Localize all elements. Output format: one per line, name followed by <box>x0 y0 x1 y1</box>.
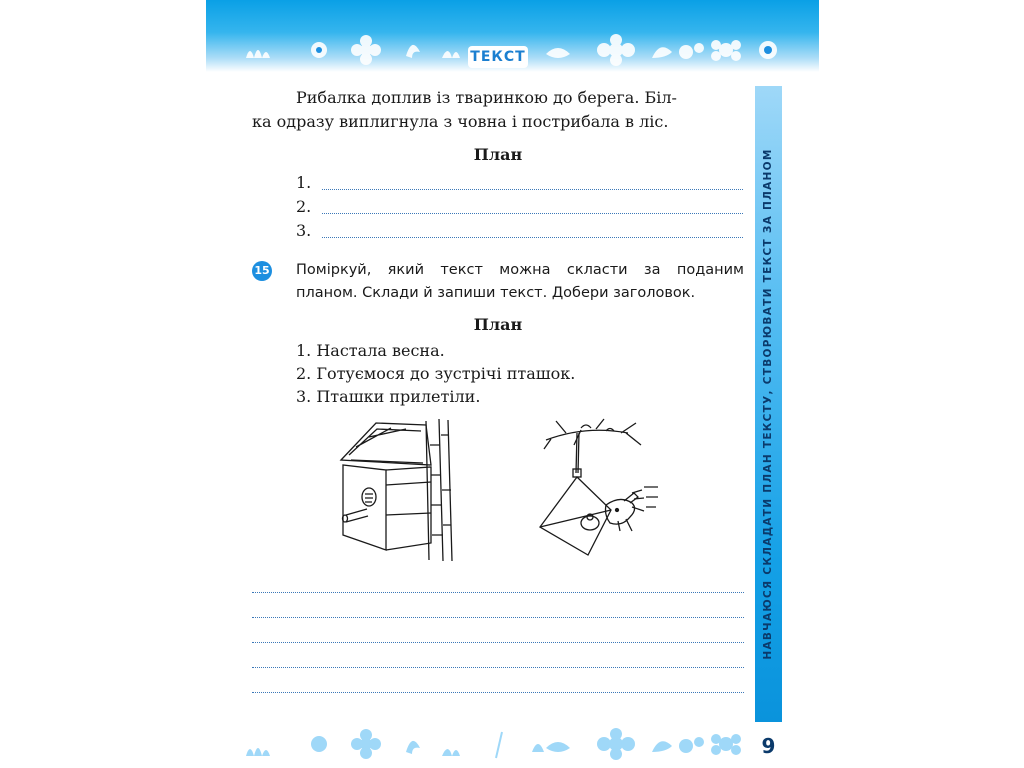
writing-line[interactable] <box>252 642 744 643</box>
section-label: ТЕКСТ <box>468 46 528 68</box>
writing-line[interactable] <box>252 592 744 593</box>
writing-line[interactable] <box>252 692 744 693</box>
task-number-badge: 15 <box>252 261 272 281</box>
plan-item-number: 1. <box>296 173 312 192</box>
plan-blank-row[interactable] <box>296 197 743 219</box>
writing-line[interactable] <box>322 213 743 214</box>
birdhouse-illustration <box>331 415 481 565</box>
plan-item: 3. Пташки прилетіли. <box>296 387 481 406</box>
task-instruction-line-1: Поміркуй, який текст можна скласти за поданим <box>296 262 744 278</box>
paragraph-line-2: ка одразу виплигнула з човна і пострибала в ліс. <box>252 112 669 131</box>
plan-heading: План <box>473 315 523 334</box>
task-instruction-line-2: планом. Склади й запиши текст. Добери заголовок. <box>296 285 696 301</box>
plan-item: 1. Настала весна. <box>296 341 445 360</box>
vertical-section-label: НАВЧАЮСЯ СКЛАДАТИ ПЛАН ТЕКСТУ, СТВОРЮВАТИ ТЕКСТ ЗА ПЛАНОМ <box>762 148 774 660</box>
workbook-page <box>206 0 819 768</box>
plan-item: 2. Готуємося до зустрічі пташок. <box>296 364 576 383</box>
plan-item-number: 3. <box>296 221 312 240</box>
plan-blank-row[interactable] <box>296 221 743 243</box>
writing-line[interactable] <box>252 617 744 618</box>
plan-heading: План <box>473 145 523 164</box>
side-band <box>755 86 782 722</box>
writing-line[interactable] <box>322 237 743 238</box>
writing-line[interactable] <box>252 667 744 668</box>
bird-feeder-illustration <box>526 415 666 560</box>
writing-line[interactable] <box>322 189 743 190</box>
footer-decoration-icons <box>206 722 819 768</box>
plan-blank-row[interactable] <box>296 173 743 195</box>
paragraph-line-1: Рибалка доплив із тваринкою до берега. Біл- <box>296 88 677 107</box>
page-number: 9 <box>761 734 776 758</box>
plan-item-number: 2. <box>296 197 312 216</box>
